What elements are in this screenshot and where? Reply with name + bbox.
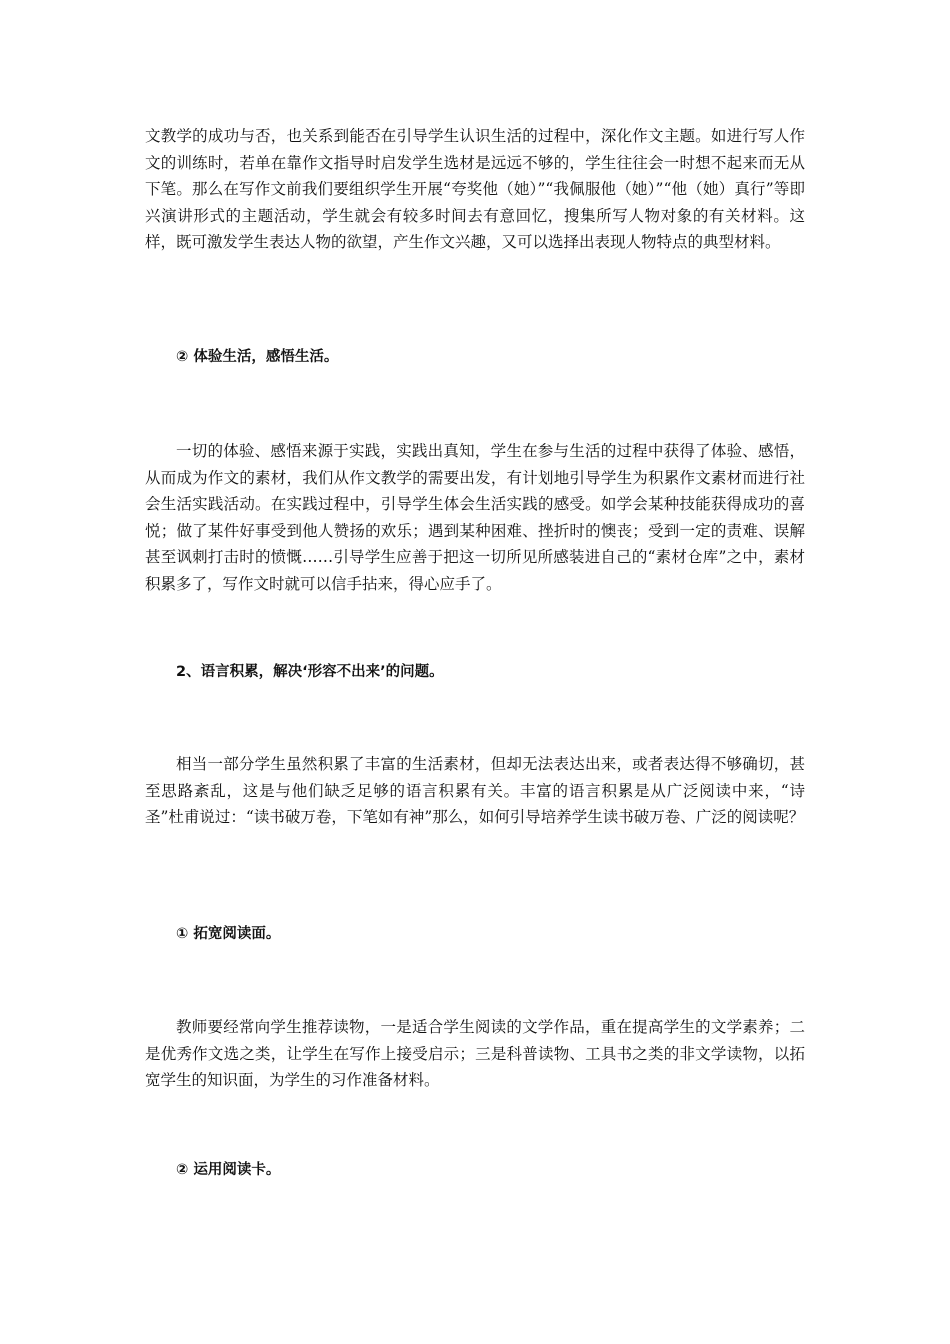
heading-experience-life: ② 体验生活，感悟生活。: [176, 349, 339, 365]
paragraph-4: 教师要经常向学生推荐读物，一是适合学生阅读的文学作品，重在提高学生的文学素养；二是优秀作文选之类，让学生在写作上接受启示；三是科普读物、工具书之类的非文学读物，以拓宽学生的知识面，为学生的习作准备材料。: [145, 1018, 805, 1089]
heading-language-accumulation: 2、语言积累，解决‘形容不出来’的问题。: [176, 664, 444, 680]
heading-reading-card: ② 运用阅读卡。: [176, 1162, 281, 1178]
paragraph-2: 一切的体验、感悟来源于实践，实践出真知，学生在参与生活的过程中获得了体验、感悟，从而成为作文的素材，我们从作文教学的需要出发，有计划地引导学生为积累作文素材而进行社会生活实践活动。在实践过程中，引导学生体会生活实践的感受。如学会某种技能获得成功的喜悦；做了某件好事受到他人赞扬的欢乐；遇到某种困难、挫折时的懊丧；受到一定的责难、误解甚至讽刺打击时的愤慨……引导学生应善于把这一切所见所感装进自己的“素材仓库”之中，素材积累多了，写作文时就可以信手拈来，得心应手了。: [145, 442, 805, 593]
paragraph-1: 文教学的成功与否，也关系到能否在引导学生认识生活的过程中，深化作文主题。如进行写人作文的训练时，若单在靠作文指导时启发学生选材是远远不够的，学生往往会一时想不起来而无从下笔。那么在写作文前我们要组织学生开展“夸奖他（她）”“我佩服他（她）”“他（她）真行”等即兴演讲形式的主题活动，学生就会有较多时间去有意回忆，搜集所写人物对象的有关材料。这样，既可激发学生表达人物的欲望，产生作文兴趣，又可以选择出表现人物特点的典型材料。: [145, 127, 805, 251]
heading-broaden-reading: ① 拓宽阅读面。: [176, 926, 281, 942]
paragraph-3: 相当一部分学生虽然积累了丰富的生活素材，但却无法表达出来，或者表达得不够确切，甚至思路紊乱，这是与他们缺乏足够的语言积累有关。丰富的语言积累是从广泛阅读中来，“诗圣”杜甫说过：“读书破万卷，下笔如有神”那么，如何引导培养学生读书破万卷、广泛的阅读呢？: [145, 755, 805, 826]
